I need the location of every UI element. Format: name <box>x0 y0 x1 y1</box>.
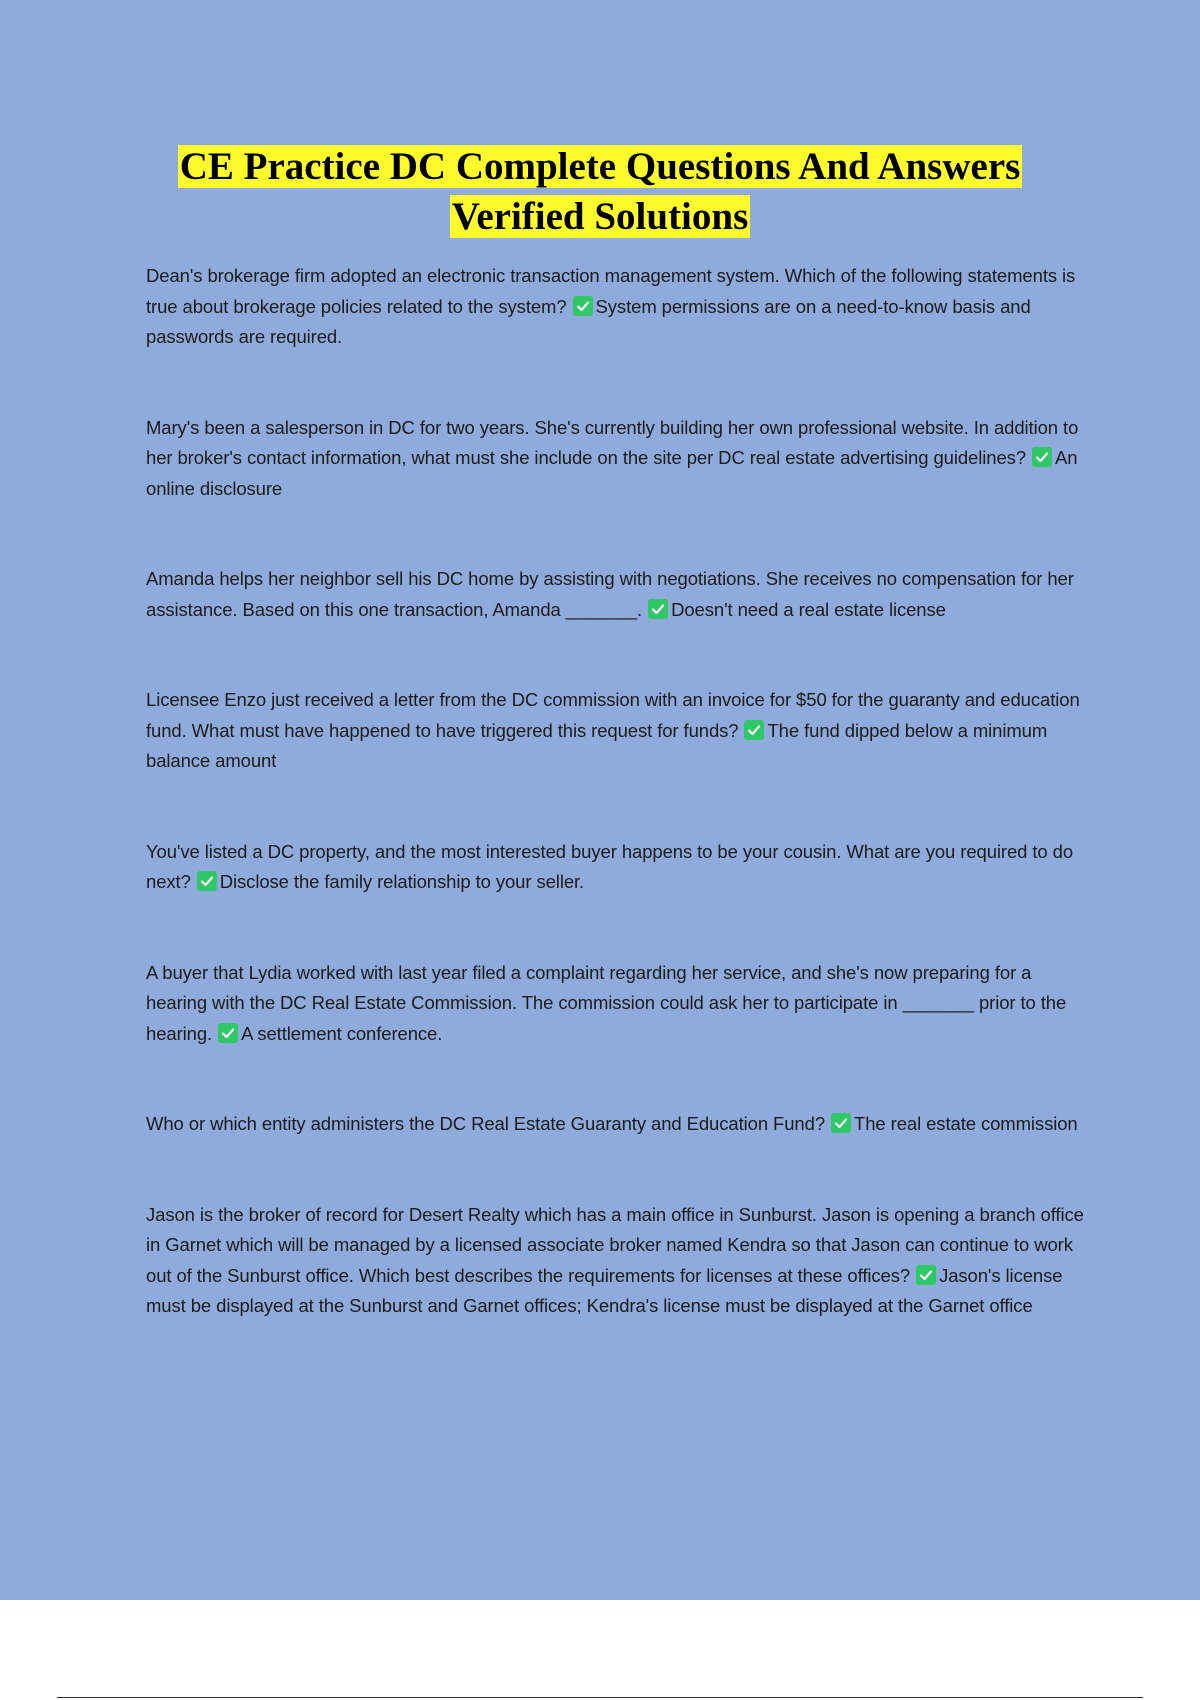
document-title <box>0 142 1200 242</box>
qa-list <box>146 261 1091 1382</box>
answer-text: System permissions are on a need-to-know basis and passwords are required. <box>146 295 1031 347</box>
answer-text: An online disclosure <box>146 447 1078 499</box>
qa-item <box>146 958 1091 1050</box>
answer-text: The real estate commission <box>854 1113 1078 1134</box>
qa-item <box>146 1200 1091 1322</box>
question-text: You've listed a DC property, and the most interested buyer happens to be your cousin. What are you required to do next? <box>146 840 1074 892</box>
check-mark-icon <box>1032 447 1052 467</box>
answer-text: Jason's license must be displayed at the Sunburst and Garnet offices; Kendra's license must be displayed at the Garnet office <box>146 1264 1063 1316</box>
answer-text: A settlement conference. <box>241 1022 443 1044</box>
check-mark-icon <box>916 1265 936 1285</box>
answer-text: Doesn't need a real estate license <box>671 598 946 620</box>
check-mark-icon <box>744 720 764 740</box>
question-text: Who or which entity administers the DC Real Estate Guaranty and Education Fund? <box>146 1113 826 1134</box>
title-line-2: Verified Solutions <box>451 195 749 238</box>
qa-item <box>146 837 1091 898</box>
question-text: Amanda helps her neighbor sell his DC home by assisting with negotiations. She receives no compensation for her assistance. Based on this one transaction, Amanda _______. <box>146 568 1074 620</box>
qa-item <box>146 413 1091 505</box>
qa-item <box>146 261 1091 353</box>
qa-item <box>146 685 1091 777</box>
answer-text: The fund dipped below a minimum balance amount <box>146 719 1048 771</box>
check-mark-icon <box>831 1113 851 1133</box>
question-text: Mary's been a salesperson in DC for two years. She's currently building her own professional website. In addition to her broker's contact information, what must she include on the site per DC real estate advertising guidelines? <box>146 416 1079 468</box>
check-mark-icon <box>218 1023 238 1043</box>
title-line-1: CE Practice DC Complete Questions And Answers <box>179 145 1021 188</box>
question-text: A buyer that Lydia worked with last year filed a complaint regarding her service, and she's now preparing for a hearing with the DC Real Estate Commission. The commission could ask her to participate in _______ prior to the hearing. <box>146 961 1067 1044</box>
answer-text: Disclose the family relationship to your seller. <box>219 871 585 892</box>
question-text: Jason is the broker of record for Desert Realty which has a main office in Sunburst. Jason is opening a branch office in Garnet which will be managed by a licensed associate broker named Kendra so that Jason can continue to work out of the Sunburst office. Which best describes the requirements for licenses at these offices? <box>146 1203 1084 1286</box>
footer-divider <box>57 1697 1143 1698</box>
qa-item <box>146 1109 1091 1140</box>
qa-item <box>146 564 1091 625</box>
check-mark-icon <box>648 599 668 619</box>
question-text: Dean's brokerage firm adopted an electronic transaction management system. Which of the following statements is true about brokerage policies related to the system? <box>146 265 1076 317</box>
question-text: Licensee Enzo just received a letter from the DC commission with an invoice for $50 for the guaranty and education fund. What must have happened to have triggered this request for funds? <box>146 689 1080 741</box>
check-mark-icon <box>573 296 593 316</box>
check-mark-icon <box>197 871 217 891</box>
